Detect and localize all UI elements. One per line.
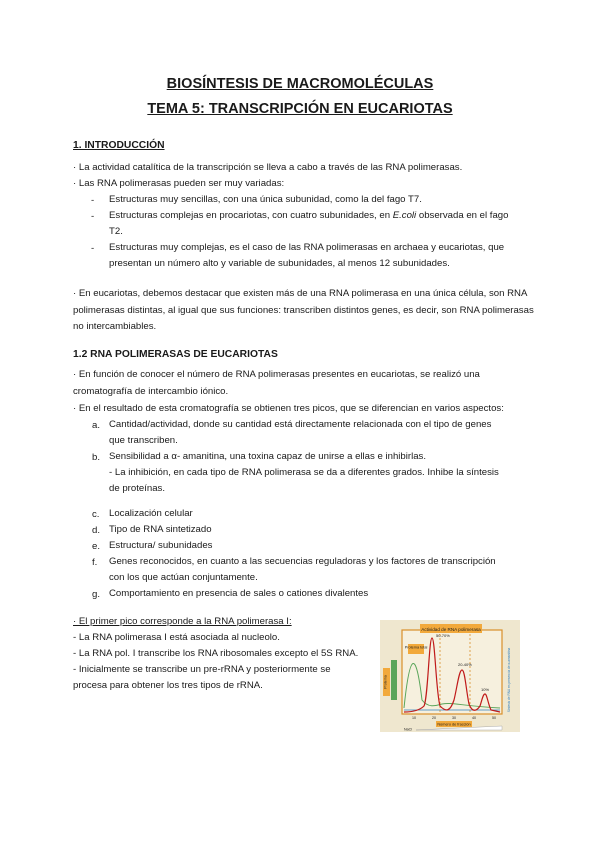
chromatography-chart <box>380 620 520 732</box>
bullet-1: Estructuras muy sencillas, con una única subunidad, como la del fago T7. <box>109 194 422 205</box>
list-item-c: Localización celular <box>109 508 193 519</box>
section-heading-rna-polimerasas: 1.2 RNA POLIMERASAS DE EUCARIOTAS <box>73 349 278 360</box>
salt-label: NaCl <box>404 727 412 732</box>
list-marker: g. <box>92 589 101 600</box>
list-item-g: Comportamiento en presencia de sales o cationes divalentes <box>109 588 369 599</box>
x-tick: 30 <box>452 716 456 720</box>
peak-line-1: - La RNA polimerasa I está asociada al nucleolo. <box>73 632 280 643</box>
protein-label: Proteína total <box>404 645 428 650</box>
list-marker: a. <box>92 420 101 431</box>
bullet-dash: - <box>91 243 95 254</box>
list-item-d: Tipo de RNA sintetizado <box>109 524 212 535</box>
list-item-b: Sensibilidad a α- amanitina, una toxina capaz de unirse a ellas e inhibirlas. <box>109 451 426 462</box>
section-heading-introduccion: 1. INTRODUCCIÓN <box>73 140 165 151</box>
left-axis-label: Proteína <box>383 675 388 689</box>
peak-line-4: procesa para obtener los tres tipos de rRNA. <box>73 680 263 691</box>
peak-label-1: 50-70% <box>436 633 450 638</box>
bullet-dash: - <box>91 195 95 206</box>
right-axis-label: Síntesis de RNA en presencia de α-amanitina <box>507 647 511 713</box>
x-tick: 10 <box>412 716 416 720</box>
list-item-b-cont: - La inhibición, en cada tipo de RNA polimerasa se da a diferentes grados. Inhibe la síntesis <box>109 467 499 478</box>
bullet-2: Estructuras complejas en procariotas, con cuatro subunidades, en E.coli observada en el fago <box>109 210 509 221</box>
x-tick: 20 <box>432 716 436 720</box>
peak-heading: · El primer pico corresponde a la RNA polimerasa I: <box>73 616 292 627</box>
list-marker: b. <box>92 452 101 463</box>
intro-paragraph: · En eucariotas, debemos destacar que existen más de una RNA polimerasa en una única célula, son RNA polimerasas distintas, al igual que sus funciones: transcriben distintos genes, es decir, son RNA polimerasas no intercambiables. <box>73 288 534 332</box>
document-title: BIOSÍNTESIS DE MACROMOLÉCULAS <box>166 76 434 92</box>
list-marker: c. <box>92 509 100 520</box>
sec2-line-2: · En el resultado de esta cromatografía se obtienen tres picos, que se diferencian en varios aspectos: <box>73 403 504 414</box>
peak-line-2: - La RNA pol. I transcribe los RNA ribosomales excepto el 5S RNA. <box>73 648 359 659</box>
list-item-f-cont: con los que actúan conjuntamente. <box>109 572 258 583</box>
list-marker: d. <box>92 525 101 536</box>
intro-line-2: · Las RNA polimerasas pueden ser muy variadas: <box>73 178 285 189</box>
list-item-a: Cantidad/actividad, donde su cantidad está directamente relacionada con el tipo de genes <box>109 419 492 430</box>
x-axis-label: Número de fracción <box>437 722 471 727</box>
document-subtitle: TEMA 5: TRANSCRIPCIÓN EN EUCARIOTAS <box>147 101 453 117</box>
peak-label-2: 20-40% <box>458 662 472 667</box>
top-label: Actividad de RNA polimerasa <box>421 626 481 632</box>
chromatography-figure <box>380 620 520 732</box>
bullet-3-cont: presentan un número alto y variable de subunidades, al menos 12 subunidades. <box>109 258 450 269</box>
left-axis-green-bar <box>391 660 397 700</box>
peak-label-3: 10% <box>481 687 490 692</box>
intro-line-1: · La actividad catalítica de la transcripción se lleva a cabo a través de las RNA polimerasas. <box>73 162 463 173</box>
list-marker: e. <box>92 541 101 552</box>
x-tick: 50 <box>492 716 496 720</box>
list-item-f: Genes reconocidos, en cuanto a las secuencias reguladoras y los factores de transcripción <box>109 556 496 567</box>
list-item-b-cont2: de proteínas. <box>109 483 166 494</box>
bullet-2-cont: T2. <box>109 226 123 237</box>
list-item-e: Estructura/ subunidades <box>109 540 213 551</box>
peak-line-3: - Inicialmente se transcribe un pre-rRNA y posteriormente se <box>73 664 331 675</box>
bullet-dash: - <box>91 211 95 222</box>
bullet-3: Estructuras muy complejas, es el caso de las RNA polimerasas en archaea y eucariotas, que <box>109 242 505 253</box>
x-tick: 40 <box>472 716 476 720</box>
list-item-a-cont: que transcriben. <box>109 435 178 446</box>
list-marker: f. <box>92 557 98 568</box>
sec2-paragraph-1: · En función de conocer el número de RNA polimerasas presentes en eucariotas, se realizó una cromatografía de intercambio iónico. <box>73 369 480 397</box>
